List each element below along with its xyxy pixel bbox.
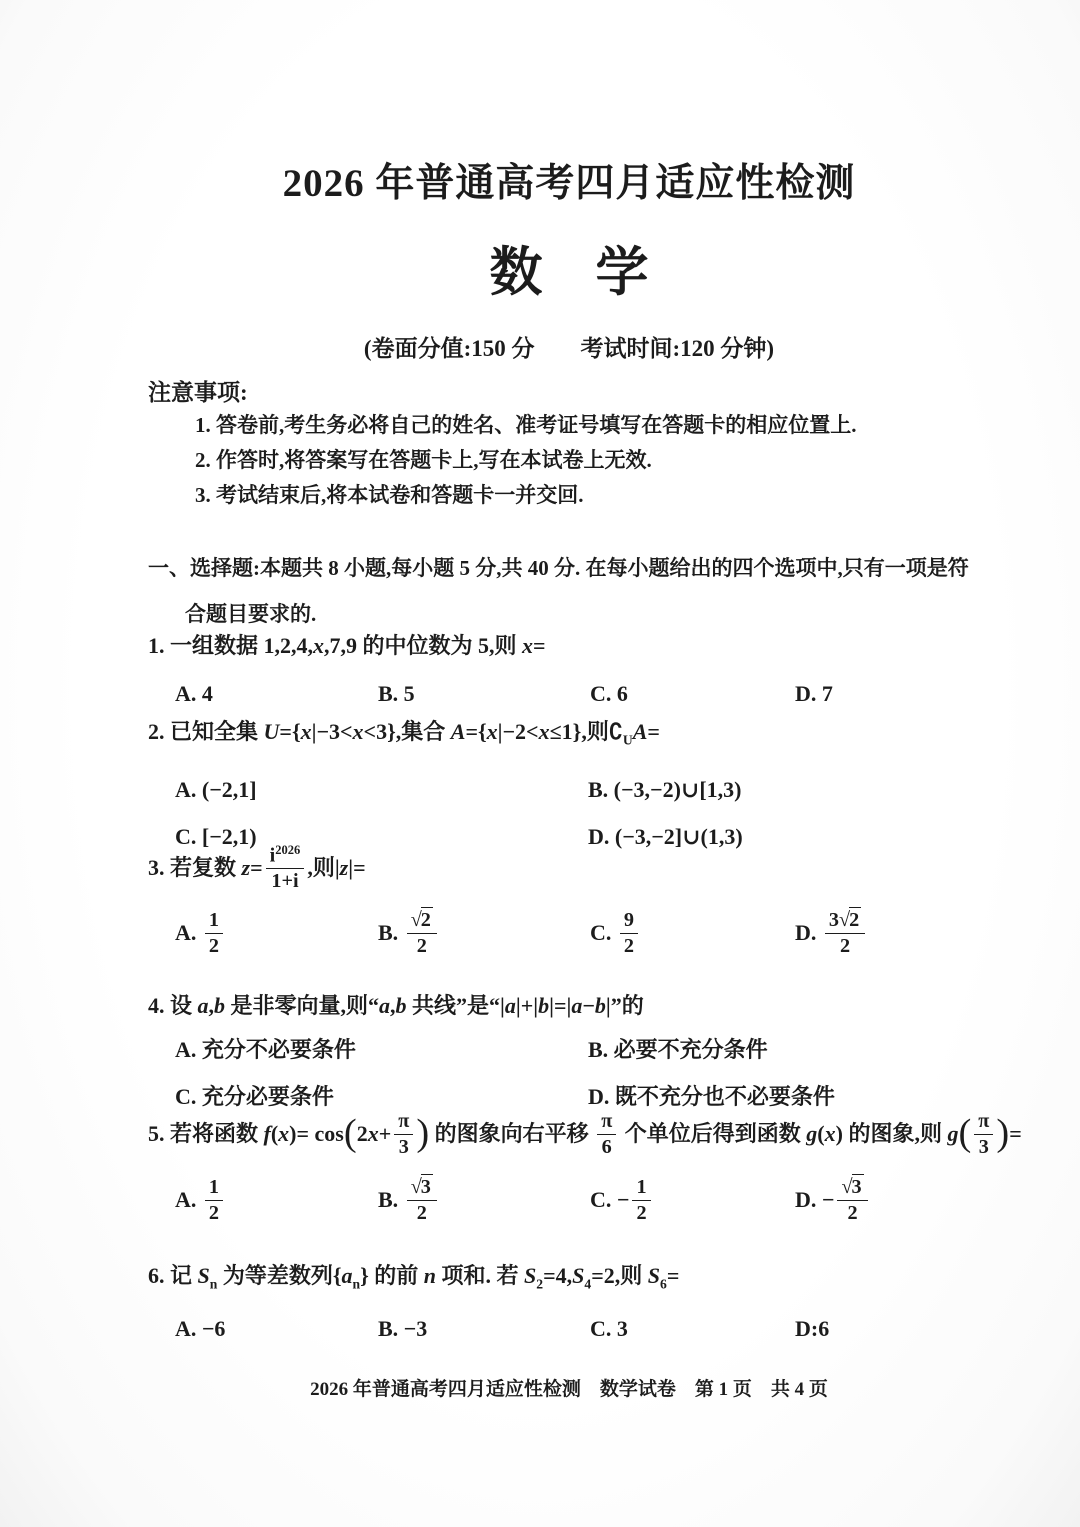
- question-4-stem: 4. 设 a,b 是非零向量,则“a,b 共线”是“|a|+|b|=|a−b|”的: [148, 993, 644, 1018]
- page-footer: 2026 年普通高考四月适应性检测 数学试卷 第 1 页 共 4 页: [310, 1379, 828, 1400]
- q2-option-b: B. (−3,−2)∪[1,3): [588, 777, 742, 803]
- subject-title: 数 学: [489, 244, 649, 302]
- q5-option-c: C. − $\frac{1}{2}$: [590, 1178, 795, 1226]
- notice-section: [148, 378, 1030, 513]
- q2-option-d: D. (−3,−2]∪(1,3): [588, 824, 743, 850]
- section-header: [148, 545, 1050, 637]
- section-header-line1: 一、选择题:本题共 8 小题,每小题 5 分,共 40 分. 在每小题给出的四个选项中,只有一项是符: [148, 556, 969, 580]
- question-2-options: [175, 775, 1050, 852]
- notice-item-3: 3. 考试结束后,将本试卷和答题卡一并交回.: [195, 483, 584, 507]
- exam-meta-line: (卷面分值:150 分 考试时间:120 分钟): [363, 336, 775, 361]
- question-4-options: [175, 1035, 1050, 1112]
- notice-heading: 注意事项:: [148, 380, 248, 405]
- q4-option-c: C. 充分必要条件: [175, 1084, 334, 1109]
- q2-option-a: A. (−2,1]: [175, 777, 257, 803]
- question-2: [148, 717, 1050, 852]
- q6-option-c: C. 3: [590, 1316, 628, 1342]
- notice-item-2: 2. 作答时,将答案写在答题卡上,写在本试卷上无效.: [195, 448, 652, 472]
- q4-option-b: B. 必要不充分条件: [588, 1037, 768, 1062]
- question-3: [148, 845, 1050, 959]
- q6-option-a: A. −6: [175, 1316, 226, 1342]
- q5-option-b: B. $\frac{√3}{2}$: [378, 1178, 590, 1226]
- question-5-options: [175, 1178, 1050, 1226]
- page-title: 2026 年普通高考四月适应性检测: [282, 162, 856, 205]
- question-3-options: [175, 911, 1050, 959]
- q2-option-c: C. [−2,1): [175, 824, 257, 850]
- question-1-stem: 1. 一组数据 1,2,4,x,7,9 的中位数为 5,则 x=: [148, 633, 546, 658]
- q1-option-d: D. 7: [795, 681, 833, 706]
- question-4: [148, 991, 1050, 1112]
- q4-option-a: A. 充分不必要条件: [175, 1037, 356, 1062]
- q1-option-a: A. 4: [175, 681, 213, 706]
- q6-option-b: B. −3: [378, 1316, 428, 1342]
- q1-option-c: C. 6: [590, 681, 628, 706]
- q5-option-d: D. − $\frac{√3}{2}$: [795, 1178, 1050, 1226]
- q3-option-d: D. $\frac{3√2}{2}$: [795, 911, 1050, 959]
- question-2-stem: 2. 已知全集 U={x|−3<x<3},集合 A={x|−2<x≤1},则$∁_UA=$: [148, 719, 660, 748]
- q3-option-c: C. $\frac{9}{2}$: [590, 911, 795, 959]
- q3-option-b: B. $\frac{√2}{2}$: [378, 911, 590, 959]
- question-5-stem: 5. 若将函数 f(x)= cos(2x+ $\frac{\pi}{3}$ ) 的图象向右平移 $\frac{\pi}{6}$ 个单位后得到函数 g(x) 的图象,则 g( $\frac{\pi}{3}$ )=: [148, 1110, 1022, 1158]
- section-header-line2: 合题目要求的.: [185, 602, 317, 626]
- question-1: [148, 631, 1050, 709]
- q4-option-d: D. 既不充分也不必要条件: [588, 1084, 835, 1109]
- question-6-options: [175, 1314, 1050, 1344]
- question-6: [148, 1261, 1050, 1344]
- q1-option-b: B. 5: [378, 681, 415, 706]
- question-1-options: [175, 679, 1050, 709]
- question-5: [148, 1112, 1050, 1227]
- notice-item-1: 1. 答卷前,考生务必将自己的姓名、准考证号填写在答题卡的相应位置上.: [195, 413, 857, 437]
- question-6-stem: 6. 记 $S_n$ 为等差数列$\{a_n\}$ 的前 n 项和. 若 $S_2=4,S_4=2$,则 $S_6=$: [148, 1263, 680, 1292]
- q6-option-d: D:6: [795, 1316, 830, 1342]
- q3-option-a: A. $\frac{1}{2}$: [175, 911, 378, 959]
- q5-option-a: A. $\frac{1}{2}$: [175, 1178, 378, 1226]
- question-3-stem: 3. 若复数 z= $\frac{i^{2026}}{1+i}$ ,则|z|=: [148, 843, 366, 893]
